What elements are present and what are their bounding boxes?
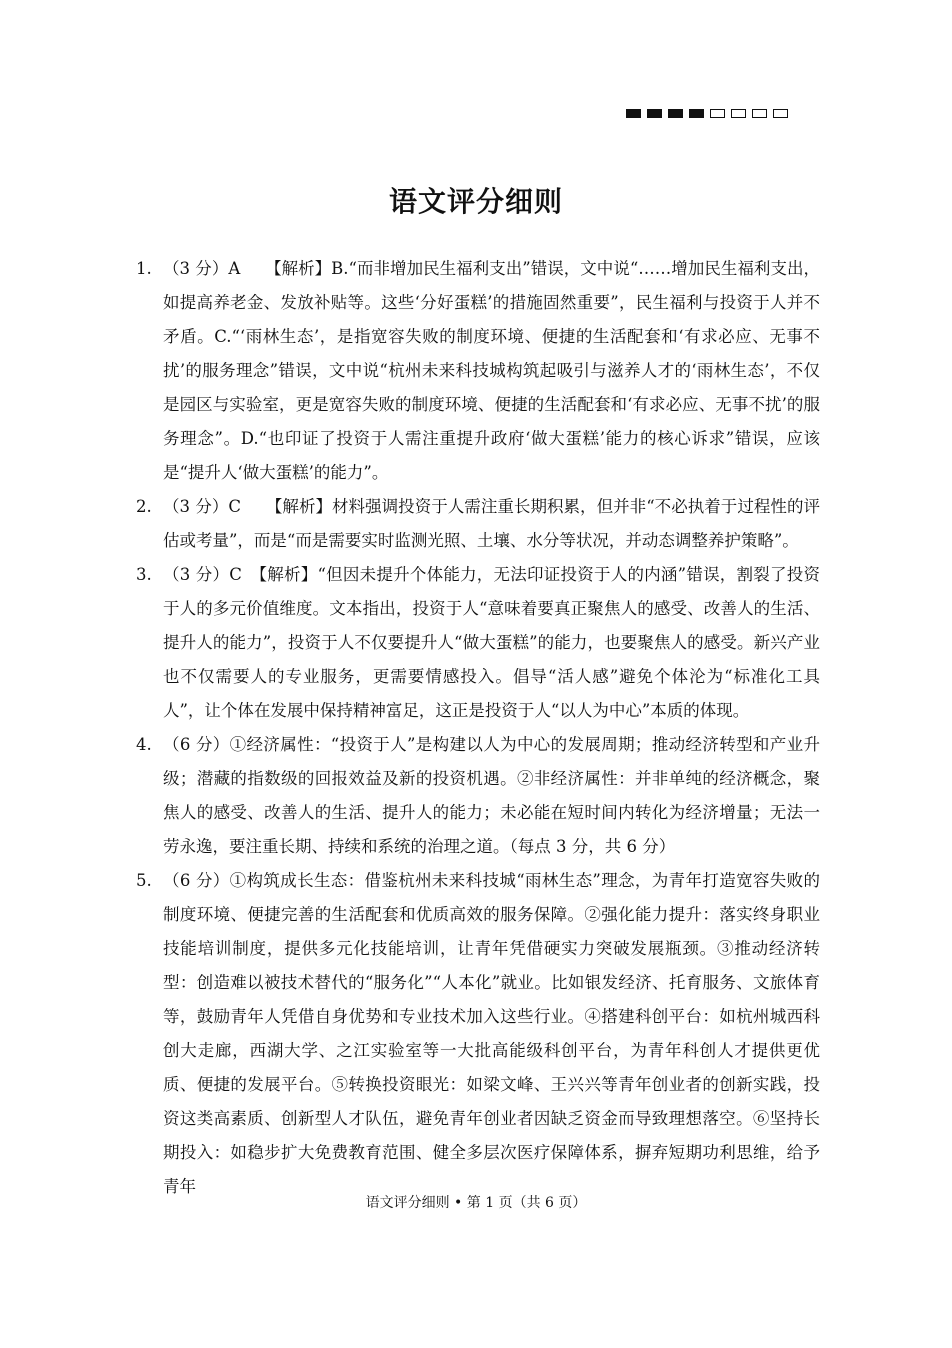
answer-item-1	[136, 252, 820, 490]
empty-square-mark	[731, 109, 746, 118]
item-number: 2.	[136, 497, 152, 516]
answer-item-3	[136, 558, 820, 728]
item-number: 3.	[136, 565, 152, 584]
page-title: 语文评分细则	[388, 185, 563, 218]
item-text: （3 分）A 【解析】B.“而非增加民生福利支出”错误，文中说“……增加民生福利支出，如提高养老金、发放补贴等。这些‘分好蛋糕’的措施固然重要”，民生福利与投资于人并不矛盾。C.“‘雨林生态’，是指宽容失败的制度环境、便捷的生活配套和‘有求必应、无事不扰’的服务理念”错误，文中说“杭州未来科技城构筑起吸引与滋养人才的‘雨林生态’，不仅是园区与实验室，更是宽容失败的制度环境、便捷的生活配套和‘有求必应、无事不扰’的服务理念”。D.“也印证了投资于人需注重提升政府‘做大蛋糕’能力的核心诉求”错误，应该是“提升人‘做大蛋糕’的能力”。	[163, 259, 820, 482]
item-text: （3 分）C 【解析】材料强调投资于人需注重长期积累，但并非“不必执着于过程性的评估或考量”，而是“而是需要实时监测光照、土壤、水分等状况，并动态调整养护策略”。	[163, 497, 820, 550]
empty-square-mark	[752, 109, 767, 118]
answer-list	[136, 252, 820, 1204]
header-marks	[626, 109, 788, 118]
item-number: 5.	[136, 871, 152, 890]
answer-item-2	[136, 490, 820, 558]
filled-square-mark	[689, 109, 704, 118]
item-number: 1.	[136, 259, 152, 278]
item-text: （6 分）①构筑成长生态：借鉴杭州未来科技城“雨林生态”理念，为青年打造宽容失败的制度环境、便捷完善的生活配套和优质高效的服务保障。②强化能力提升：落实终身职业技能培训制度，提供多元化技能培训，让青年凭借硬实力突破发展瓶颈。③推动经济转型：创造难以被技术替代的“服务化”“人本化”就业。比如银发经济、托育服务、文旅体育等，鼓励青年人凭借自身优势和专业技术加入这些行业。④搭建科创平台：如杭州城西科创大走廊，西湖大学、之江实验室等一大批高能级科创平台，为青年科创人才提供更优质、便捷的发展平台。⑤转换投资眼光：如梁文峰、王兴兴等青年创业者的创新实践，投资这类高素质、创新型人才队伍，避免青年创业者因缺乏资金而导致理想落空。⑥坚持长期投入：如稳步扩大免费教育范围、健全多层次医疗保障体系，摒弃短期功利思维，给予青年	[163, 871, 820, 1196]
item-number: 4.	[136, 735, 152, 754]
filled-square-mark	[626, 109, 641, 118]
item-text: （3 分）C 【解析】“但因未提升个体能力，无法印证投资于人的内涵”错误，割裂了投资于人的多元价值维度。文本指出，投资于人“意味着要真正聚焦人的感受、改善人的生活、提升人的能力”，投资于人不仅要提升人“做大蛋糕”的能力，也要聚焦人的感受。新兴产业也不仅需要人的专业服务，更需要情感投入。倡导“活人感”避免个体沦为“标准化工具人”，让个体在发展中保持精神富足，这正是投资于人“以人为中心”本质的体现。	[163, 565, 820, 720]
empty-square-mark	[773, 109, 788, 118]
empty-square-mark	[710, 109, 725, 118]
answer-item-4	[136, 728, 820, 864]
filled-square-mark	[668, 109, 683, 118]
filled-square-mark	[647, 109, 662, 118]
page-footer: 语文评分细则 • 第 1 页（共 6 页）	[365, 1195, 587, 1211]
item-text: （6 分）①经济属性：“投资于人”是构建以人为中心的发展周期；推动经济转型和产业升级；潜藏的指数级的回报效益及新的投资机遇。②非经济属性：并非单纯的经济概念，聚焦人的感受、改善人的生活、提升人的能力；未必能在短时间内转化为经济增量；无法一劳永逸，要注重长期、持续和系统的治理之道。（每点 3 分，共 6 分）	[163, 735, 820, 856]
answer-item-5	[136, 864, 820, 1204]
